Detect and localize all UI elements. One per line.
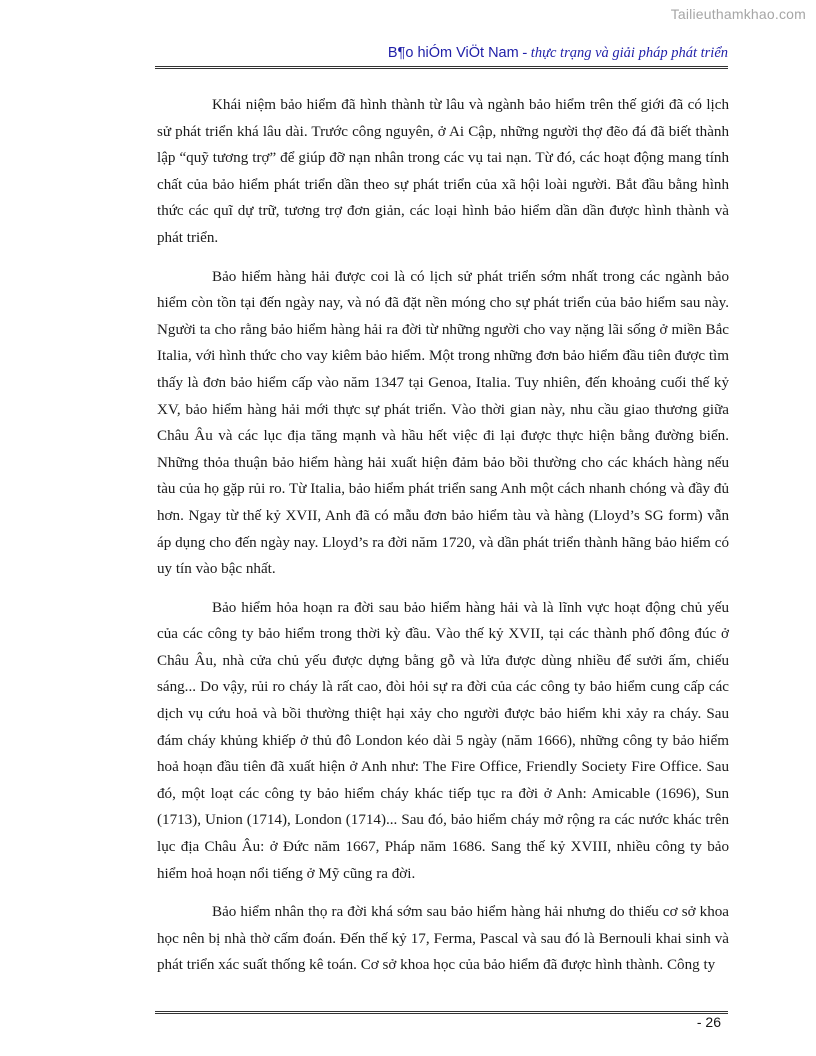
paragraph: Bảo hiểm hàng hải được coi là có lịch sử phát triển sớm nhất trong các ngành bảo hiểm còn tồn tại đến ngày nay, và nó đã đặt nền móng cho sự phát triển của bảo hiểm sau này. Người ta cho rằng bảo hiểm hàng hải ra đời từ những người cho vay nặng lãi sống ở miền Bắc Italia, với hình thức cho vay kiêm bảo hiểm. Một trong những đơn bảo hiểm đầu tiên được tìm thấy là đơn bảo hiểm cấp vào năm 1347 tại Genoa, Italia. Tuy nhiên, đến khoảng cuối thế kỷ XV, bảo hiểm hàng hải mới thực sự phát triển. Vào thời gian này, nhu cầu giao thương giữa Châu Âu và các lục địa tăng mạnh và hầu hết việc đi lại được thực hiện bằng đường biển. Những thỏa thuận bảo hiểm hàng hải xuất hiện đảm bảo bồi thường cho các khách hàng nếu tàu của họ gặp rủi ro. Từ Italia, bảo hiểm phát triển sang Anh một cách nhanh chóng và đầy đủ hơn. Ngay từ thế kỷ XVII, Anh đã có mẫu đơn bảo hiểm tàu và hàng (Lloyd’s SG form) vẫn áp dụng cho đến ngày nay. Lloyd’s ra đời năm 1720, và dần phát triển thành hãng bảo hiểm có uy tín vào bậc nhất. <box>157 268 729 578</box>
paragraph: Khái niệm bảo hiểm đã hình thành từ lâu và ngành bảo hiểm trên thế giới đã có lịch sử phát triển khá lâu dài. Trước công nguyên, ở Ai Cập, những người thợ đẽo đá đã biết thành lập “quỹ tương trợ” để giúp đỡ nạn nhân trong các vụ tai nạn. Từ đó, các hoạt động mang tính chất của bảo hiểm phát triển dần theo sự phát triển của xã hội loài người. Bắt đầu bằng hình thức các quĩ dự trữ, tương trợ đơn giản, các loại hình bảo hiểm dần dần được hình thành và phát triển. <box>157 97 729 246</box>
page-number: - 26 <box>696 1014 721 1030</box>
header-subtitle: thực trạng và giải pháp phát triển <box>530 45 728 61</box>
paragraph: Bảo hiểm nhân thọ ra đời khá sớm sau bảo hiểm hàng hải nhưng do thiếu cơ sở khoa học nên bị nhà thờ cấm đoán. Đến thế kỷ 17, Ferma, Pascal và sau đó là Bernouli khai sinh và phát triển xác suất thống kê toán. Cơ sở khoa học của bảo hiểm đã được hình thành. Công ty <box>157 904 729 974</box>
header-title: B¶o hiÓm ViÖt Nam <box>387 45 519 61</box>
header-separator: - <box>518 45 531 61</box>
header-rule <box>155 66 728 69</box>
watermark: Tailieuthamkhao.com <box>670 6 806 22</box>
footer-rule <box>155 1011 728 1014</box>
document-body <box>157 92 729 991</box>
running-header <box>155 44 728 62</box>
paragraph: Bảo hiểm hỏa hoạn ra đời sau bảo hiểm hàng hải và là lĩnh vực hoạt động chủ yếu của các công ty bảo hiểm trong thời kỳ đầu. Vào thế kỷ XVII, tại các thành phố đông đúc ở Châu Âu, nhà cửa chủ yếu được dựng bằng gỗ và lửa được dùng nhiều để sưởi ấm, chiếu sáng... Do vậy, rủi ro cháy là rất cao, đòi hỏi sự ra đời của các công ty bảo hiểm cung cấp các dịch vụ cứu hoả và bồi thường thiệt hại xảy cho người được bảo hiểm khi xảy ra cháy. Sau đám cháy khủng khiếp ở thủ đô London kéo dài 5 ngày (năm 1666), những công ty bảo hiểm hoả hoạn đầu tiên đã xuất hiện ở Anh như: The Fire Office, Friendly Society Fire Office. Sau đó, một loạt các công ty bảo hiểm cháy khác tiếp tục ra đời ở Anh: Amicable (1696), Sun (1713), Union (1714), London (1714)... Sau đó, bảo hiểm cháy mở rộng ra các nước khác trên lục địa Châu Âu: ở Đức năm 1667, Pháp năm 1686. Sang thế kỷ XVIII, nhiều công ty bảo hiểm hoả hoạn nổi tiếng ở Mỹ cũng ra đời. <box>157 599 729 882</box>
